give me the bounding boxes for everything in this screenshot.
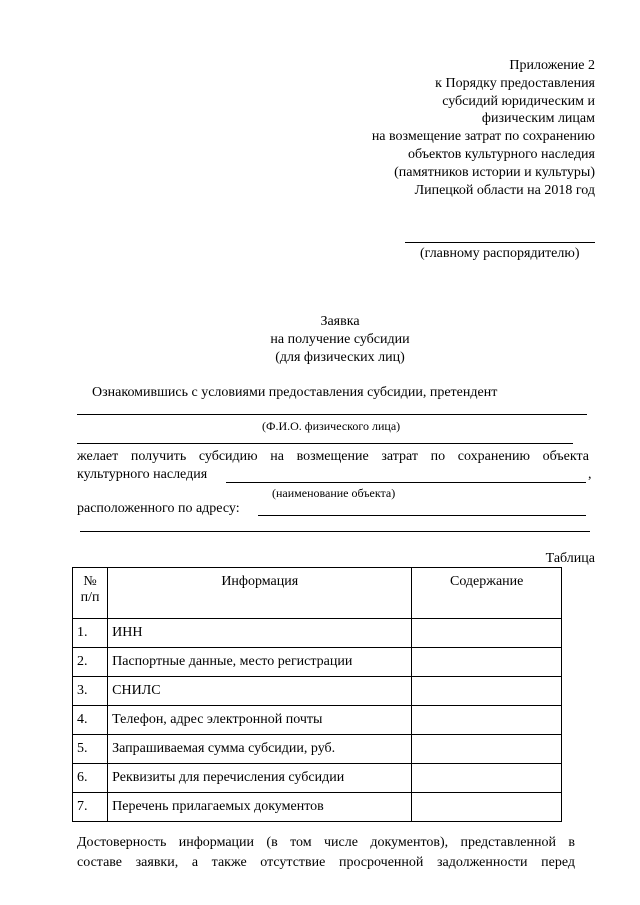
- footer-paragraph: [77, 833, 575, 873]
- row-content[interactable]: [412, 793, 562, 822]
- header-number: № п/п: [73, 568, 108, 619]
- annex-line: к Порядку предоставления: [435, 75, 595, 91]
- table-row: [73, 735, 562, 764]
- fio-caption: (Ф.И.О. физического лица): [262, 419, 401, 433]
- applicant-name-line-2[interactable]: [77, 443, 573, 444]
- row-info: ИНН: [108, 619, 412, 648]
- row-info: СНИЛС: [108, 677, 412, 706]
- annex-line: объектов культурного наследия: [407, 146, 595, 162]
- recipient-blank-line[interactable]: [405, 242, 595, 243]
- table-row: [73, 764, 562, 793]
- row-number: 7.: [73, 793, 108, 822]
- row-number: 4.: [73, 706, 108, 735]
- heritage-comma: ,: [588, 467, 592, 482]
- address-label: расположенного по адресу:: [77, 501, 240, 516]
- table-header-row: [73, 568, 562, 619]
- header-information: Информация: [108, 568, 412, 619]
- object-caption: (наименование объекта): [272, 486, 396, 500]
- row-number: 5.: [73, 735, 108, 764]
- title-line: Заявка: [320, 314, 360, 329]
- row-content[interactable]: [412, 735, 562, 764]
- footer-line: Достоверность информации (в том числе документов), представленной в: [77, 835, 575, 850]
- heritage-label: культурного наследия: [77, 467, 208, 482]
- row-content[interactable]: [412, 619, 562, 648]
- row-number: 3.: [73, 677, 108, 706]
- row-number: 2.: [73, 648, 108, 677]
- table-row: [73, 793, 562, 822]
- table-row: [73, 677, 562, 706]
- annex-line: Липецкой области на 2018 год: [414, 182, 595, 198]
- info-table: [72, 567, 562, 822]
- row-info: Реквизиты для перечисления субсидии: [108, 764, 412, 793]
- row-info: Паспортные данные, место регистрации: [108, 648, 412, 677]
- annex-line: на возмещение затрат по сохранению: [371, 129, 595, 145]
- footer-line: составе заявки, а также отсутствие просроченной задолженности перед: [77, 855, 575, 870]
- table-caption: Таблица: [545, 551, 595, 566]
- annex-line: субсидий юридическим и: [442, 93, 595, 109]
- recipient-caption: (главному распорядителю): [420, 246, 580, 261]
- row-info: Телефон, адрес электронной почты: [108, 706, 412, 735]
- row-number: 6.: [73, 764, 108, 793]
- address-line-2[interactable]: [80, 531, 590, 532]
- row-info: Запрашиваемая сумма субсидии, руб.: [108, 735, 412, 764]
- header-content: Содержание: [412, 568, 562, 619]
- table-row: [73, 706, 562, 735]
- title-line: на получение субсидии: [270, 331, 410, 347]
- table-row: [73, 619, 562, 648]
- row-info: Перечень прилагаемых документов: [108, 793, 412, 822]
- applicant-name-line[interactable]: [77, 414, 587, 415]
- row-content[interactable]: [412, 677, 562, 706]
- row-number: 1.: [73, 619, 108, 648]
- intro-text: Ознакомившись с условиями предоставления субсидии, претендент: [92, 385, 498, 400]
- title-line: (для физических лиц): [275, 349, 405, 365]
- desires-text: желает получить субсидию на возмещение затрат по сохранению объекта: [77, 449, 589, 464]
- table-row: [73, 648, 562, 677]
- annex-header: [372, 57, 595, 199]
- address-line[interactable]: [258, 515, 586, 516]
- annex-line: физическим лицам: [481, 111, 595, 127]
- object-name-line[interactable]: [226, 482, 586, 483]
- row-content[interactable]: [412, 648, 562, 677]
- annex-line: Приложение 2: [509, 58, 595, 73]
- document-title: [0, 313, 640, 366]
- annex-line: (памятников истории и культуры): [394, 164, 595, 180]
- row-content[interactable]: [412, 706, 562, 735]
- row-content[interactable]: [412, 764, 562, 793]
